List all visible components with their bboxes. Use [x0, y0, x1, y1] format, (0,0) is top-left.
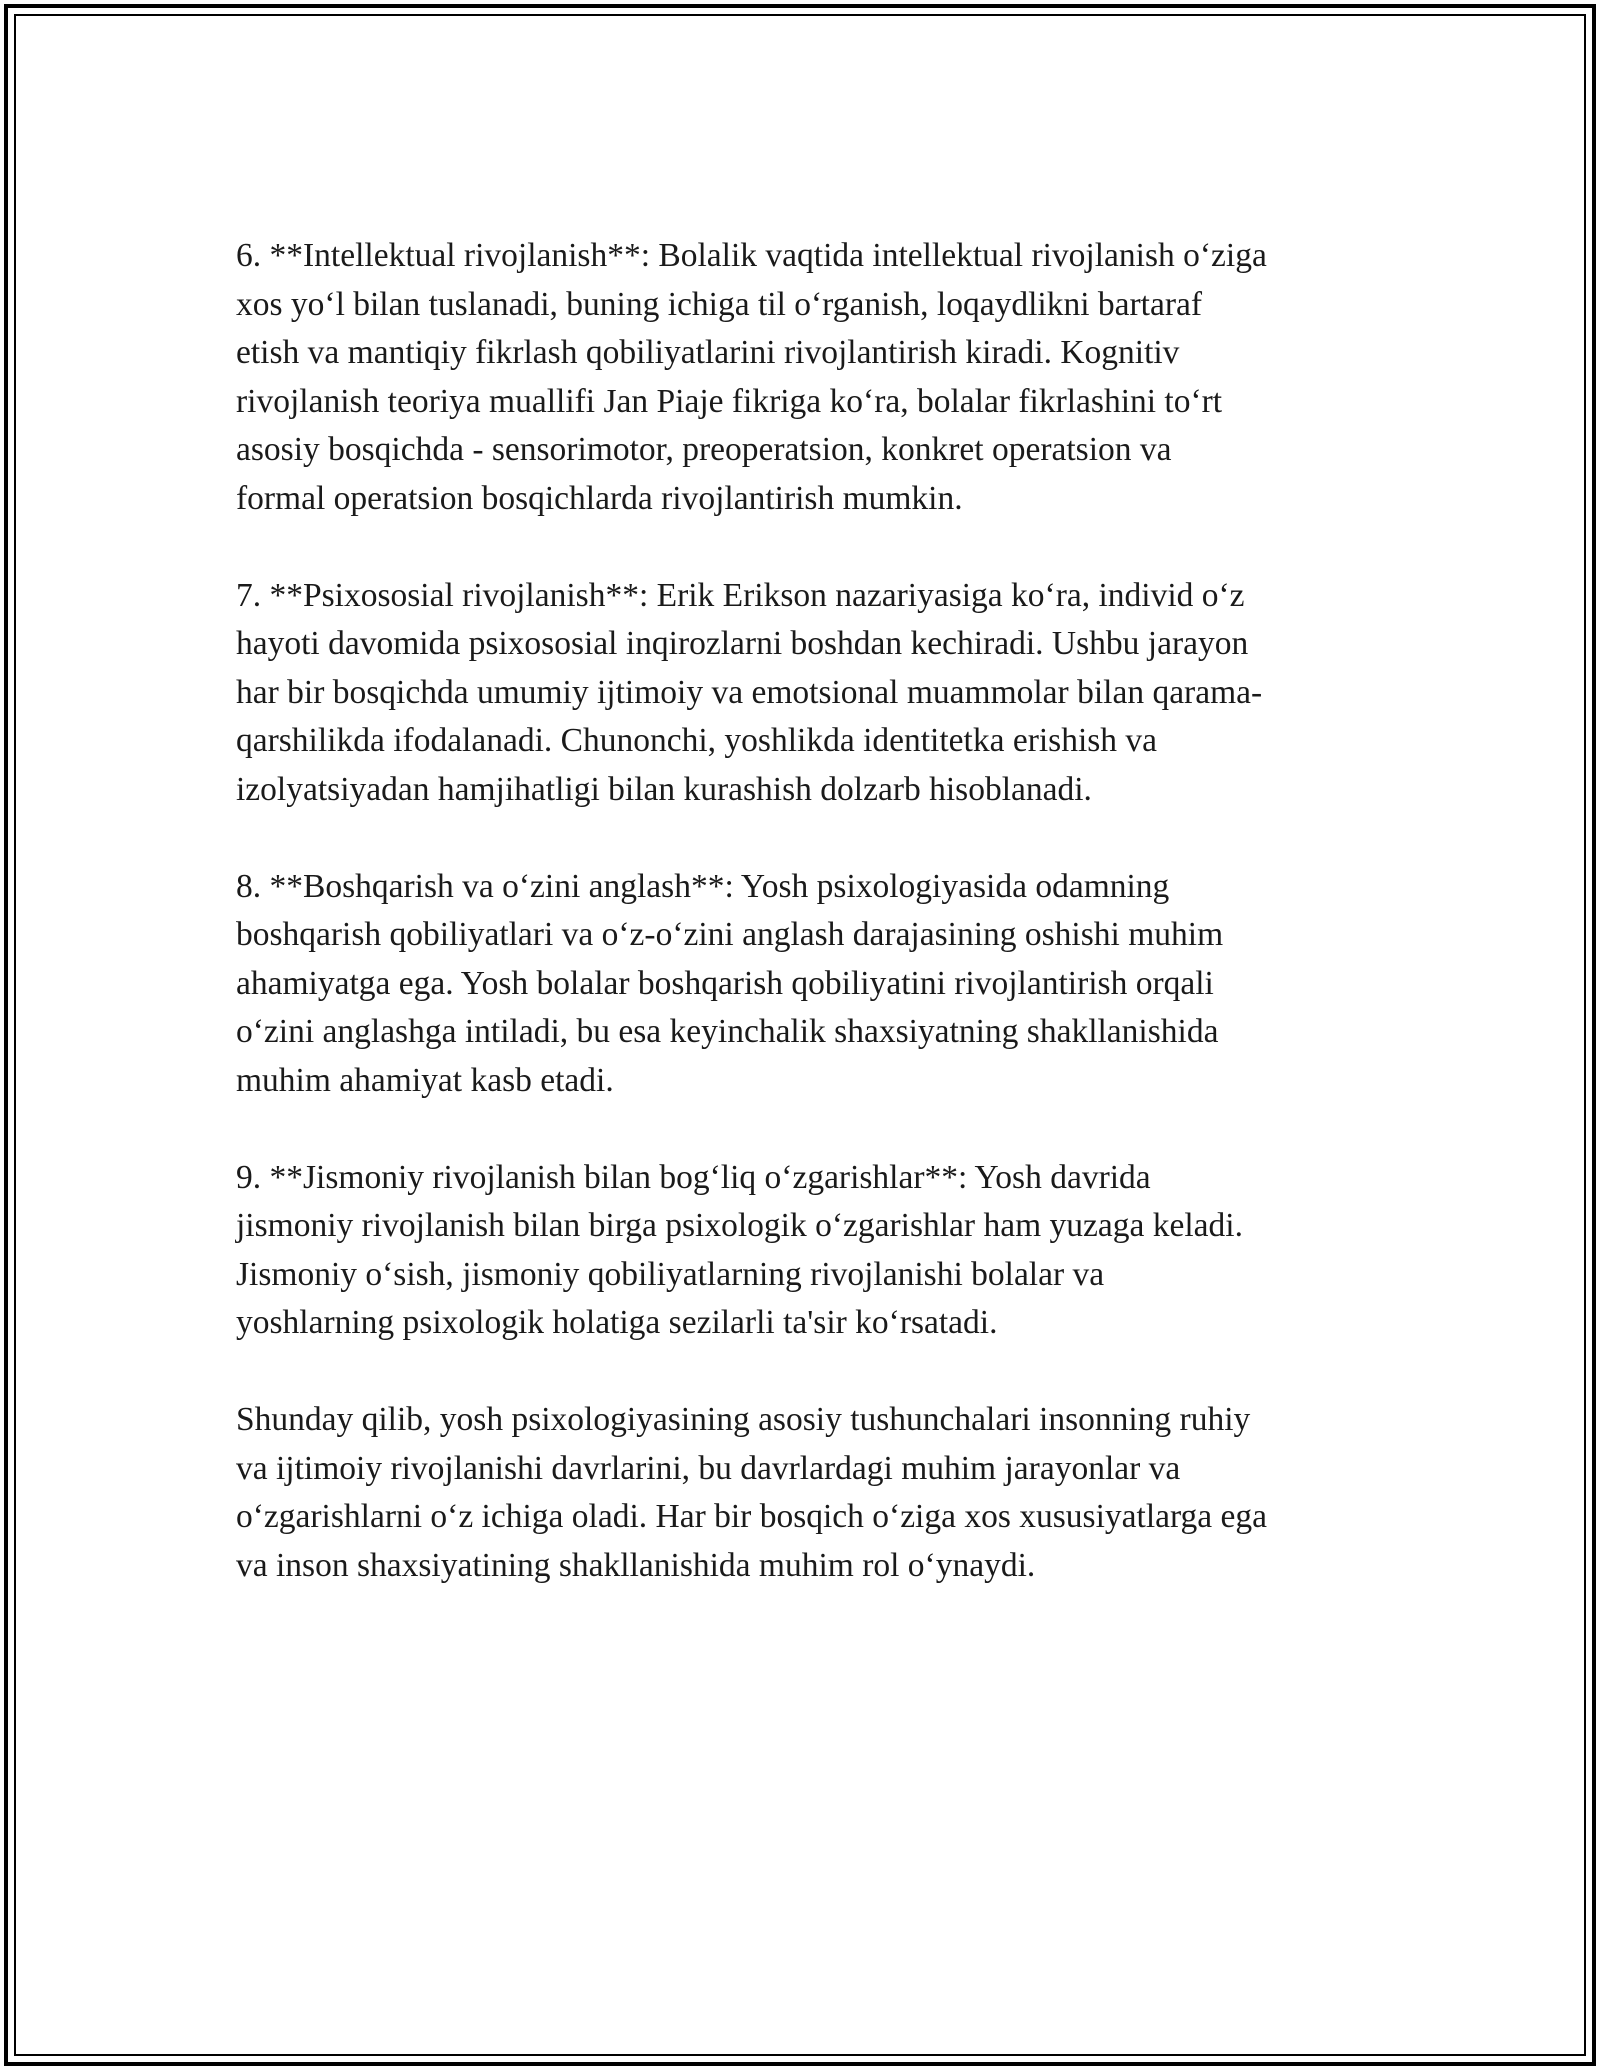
- paragraph-self-management: [236, 863, 1376, 1106]
- paragraph-intellectual-development: [236, 232, 1376, 523]
- document-body: [236, 232, 1376, 1639]
- paragraph-conclusion: [236, 1396, 1376, 1590]
- text-line: jismoniy rivojlanish bilan birga psixologik o‘zgarishlar ham yuzaga keladi.: [236, 1207, 1243, 1244]
- text-line: qarshilikda ifodalanadi. Chunonchi, yoshlikda identitetka erishish va: [236, 722, 1158, 759]
- text-line: 8. **Boshqarish va o‘zini anglash**: Yosh psixologiyasida odamning: [236, 867, 1170, 905]
- text-line: va inson shaxsiyatining shakllanishida muhim rol o‘ynaydi.: [236, 1546, 1036, 1584]
- text-line: formal operatsion bosqichlarda rivojlantirish mumkin.: [236, 479, 963, 517]
- paragraph-psychosocial-development: [236, 572, 1376, 815]
- text-line: muhim ahamiyat kasb etadi.: [236, 1061, 614, 1099]
- text-line: va ijtimoiy rivojlanishi davrlarini, bu davrlardagi muhim jarayonlar va: [236, 1449, 1181, 1487]
- text-line: rivojlanish teoriya muallifi Jan Piaje fikriga ko‘ra, bolalar fikrlashini to‘rt: [236, 382, 1223, 420]
- text-line: 6. **Intellektual rivojlanish**: Bolalik vaqtida intellektual rivojlanish o‘ziga: [236, 237, 1267, 274]
- text-line: etish va mantiqiy fikrlash qobiliyatlarini rivojlantirish kiradi. Kognitiv: [236, 334, 1180, 371]
- text-line: asosiy bosqichda - sensorimotor, preoperatsion, konkret operatsion va: [236, 431, 1172, 468]
- paragraph-physical-development: [236, 1154, 1376, 1348]
- text-line: Shunday qilib, yosh psixologiyasining asosiy tushunchalari insonning ruhiy: [236, 1401, 1251, 1438]
- text-line: o‘zini anglashga intiladi, bu esa keyinchalik shaxsiyatning shakllanishida: [236, 1013, 1219, 1050]
- text-line: Jismoniy o‘sish, jismoniy qobiliyatlarning rivojlanishi bolalar va: [236, 1255, 1105, 1293]
- text-line: ahamiyatga ega. Yosh bolalar boshqarish qobiliyatini rivojlantirish orqali: [236, 964, 1214, 1002]
- text-line: 7. **Psixososial rivojlanish**: Erik Erikson nazariyasiga ko‘ra, individ o‘z: [236, 576, 1245, 614]
- text-line: hayoti davomida psixososial inqirozlarni boshdan kechiradi. Ushbu jarayon: [236, 625, 1249, 662]
- text-line: xos yo‘l bilan tuslanadi, buning ichiga til o‘rganish, loqaydlikni bartaraf: [236, 285, 1203, 323]
- text-line: 9. **Jismoniy rivojlanish bilan bog‘liq o‘zgarishlar**: Yosh davrida: [236, 1158, 1151, 1196]
- text-line: boshqarish qobiliyatlari va o‘z-o‘zini anglash darajasining oshishi muhim: [236, 916, 1224, 953]
- text-line: izolyatsiyadan hamjihatligi bilan kurashish dolzarb hisoblanadi.: [236, 770, 1092, 808]
- text-line: har bir bosqichda umumiy ijtimoiy va emotsional muammolar bilan qarama-: [236, 673, 1263, 711]
- text-line: o‘zgarishlarni o‘z ichiga oladi. Har bir bosqich o‘ziga xos xususiyatlarga ega: [236, 1498, 1268, 1535]
- text-line: yoshlarning psixologik holatiga sezilarli ta'sir ko‘rsatadi.: [236, 1304, 998, 1341]
